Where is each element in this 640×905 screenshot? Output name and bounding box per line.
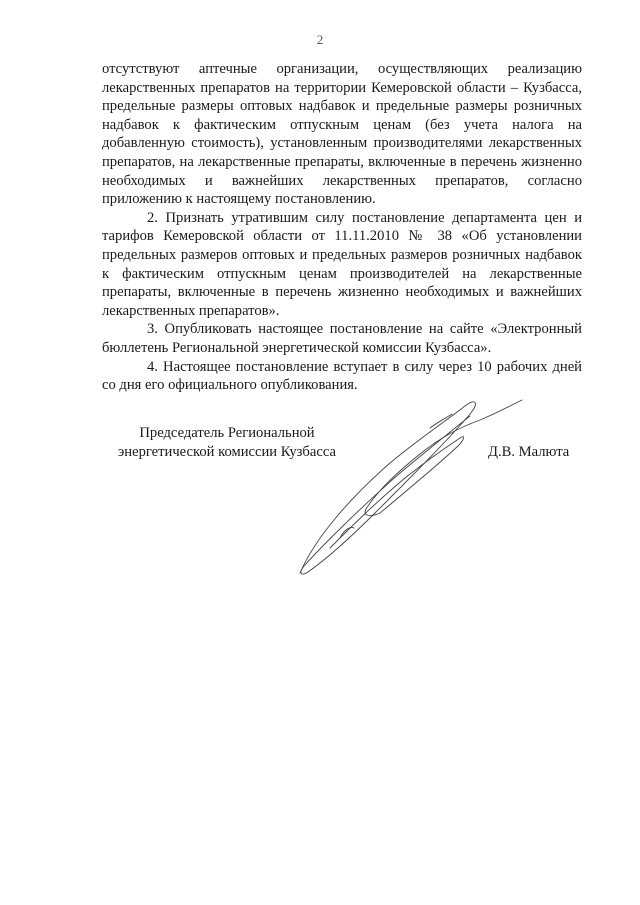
page-number: 2 (316, 32, 324, 47)
paragraph-item-4: 4. Настоящее постановление вступает в силу через 10 рабочих дней со дня его официального опубликования. (102, 358, 582, 394)
paragraph-continuation: отсутствуют аптечные организации, осуществляющих реализацию лекарственных препаратов на территории Кемеровской области – Кузбасса, предельные размеры оптовых надбавок и предельные размеры розничных надбавок к фактическим отпускным ценам (без учета налога на добавленную стоимость), установленным производителями лекарственных препаратов, на лекарственные препараты, включенные в перечень жизненно необходимых и важнейших лекарственных препаратов, согласно приложению к настоящему постановлению. (102, 61, 582, 208)
paragraph-item-3: 3. Опубликовать настоящее постановление на сайте «Электронный бюллетень Региональной энергетической комиссии Кузбасса». (102, 321, 582, 356)
document-body (102, 60, 582, 395)
handwritten-signature (280, 388, 540, 588)
paragraph-item-2: 2. Признать утратившим силу постановление департамента цен и тарифов Кемеровской области от 11.11.2010 № 38 «Об установлении предельных размеров оптовых и предельных размеров розничных надбавок к фактическим отпускным ценам производителей на лекарственные препараты, включенные в перечень жизненно необходимых и важнейших лекарственных препаратов». (102, 209, 582, 319)
signatory-title-line2: энергетической комиссии Кузбасса (118, 444, 336, 460)
signatory-name: Д.В. Малюта (488, 444, 570, 460)
signatory-title-line1: Председатель Региональной (139, 425, 315, 441)
